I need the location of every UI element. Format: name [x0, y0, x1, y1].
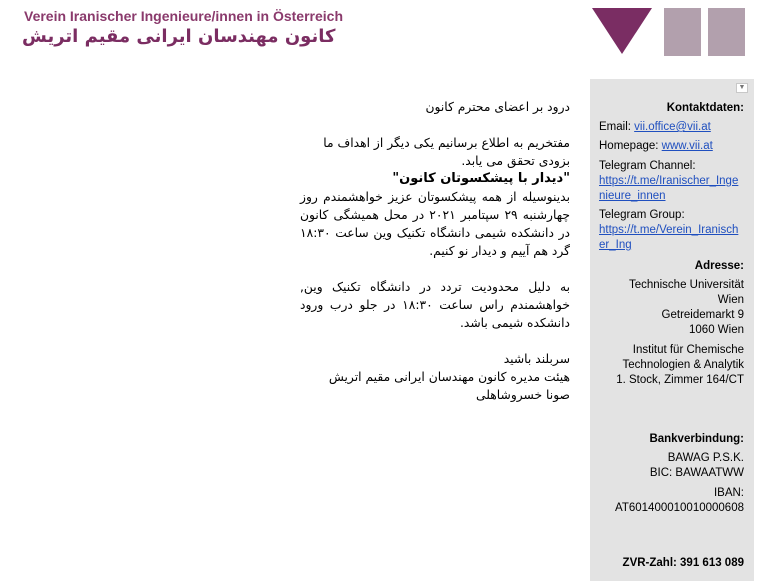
bank-name: BAWAG P.S.K. [667, 452, 744, 464]
address-heading: Adresse: [694, 260, 744, 272]
iban-label: IBAN: [713, 487, 744, 499]
email-row [599, 120, 744, 135]
contact-sidebar [590, 79, 754, 581]
address-line: Getreidemarkt 9 [661, 309, 744, 321]
institute-line: 1. Stock, Zimmer 164/CT [616, 374, 744, 386]
homepage-label: Homepage: [599, 140, 659, 152]
email-label: Email: [599, 121, 631, 133]
event-title: "دیدار با پیشکسوتان کانون" [392, 171, 570, 186]
letter-body [300, 98, 570, 404]
homepage-row [599, 139, 744, 154]
letter-paragraph-invitation: بدینوسیله از همه پیشکسوتان عزیز خواهشمندم روز چهارشنبه ۲۹ سپتامبر ۲۰۲۱ در محل همیشگی کانون در دانشکده شیمی دانشگاه تکنیک وین ساعت ۱۸:۳۰ گرد هم آییم و دیدار نو کنیم. [300, 190, 571, 258]
contact-heading: Kontaktdaten: [666, 102, 744, 114]
bank-bic: BIC: BAWAATWW [649, 467, 744, 479]
telegram-channel-label: Telegram Channel: [599, 160, 696, 172]
bank-heading: Bankverbindung: [649, 433, 744, 445]
org-name-persian: کانون مهندسان ایرانی مقیم اتریش [22, 26, 336, 47]
address-line: 1060 Wien [689, 324, 744, 336]
address-line: Technische Universität [628, 279, 744, 291]
letter-closing: سربلند باشید [503, 352, 570, 366]
institute-line: Technologien & Analytik [622, 359, 744, 371]
institute-line: Institut für Chemische [632, 344, 744, 356]
org-name-german: Verein Iranischer Ingenieure/innen in Österreich [24, 8, 343, 24]
logo [592, 8, 752, 62]
telegram-group-label: Telegram Group: [599, 209, 685, 221]
letter-paragraph-access: به دلیل محدودیت تردد در دانشگاه تکنیک وین, خواهشمندم راس ساعت ۱۸:۳۰ در جلو درب ورود دانشکده شیمی باشد. [300, 280, 570, 330]
homepage-link[interactable]: www.vii.at [661, 140, 713, 152]
telegram-channel-link[interactable]: https://t.me/Iranischer_Ingenieure_innen [599, 175, 739, 202]
letter-intro: مفتخریم به اطلاع برسانیم یکی دیگر از اهداف ما بزودی تحقق می یابد. [323, 136, 570, 168]
chevron-down-icon[interactable]: ▼ [736, 83, 748, 93]
telegram-group-link[interactable]: https://t.me/Verein_Iranischer_Ing [599, 224, 739, 251]
address-line: Wien [717, 294, 744, 306]
logo-triangle-shape [592, 8, 652, 54]
logo-square-shape [664, 8, 701, 56]
email-link[interactable]: vii.office@vii.at [634, 121, 711, 133]
logo-square-shape [708, 8, 745, 56]
zvr-number: ZVR-Zahl: 391 613 089 [622, 557, 744, 569]
signature-board: هیئت مدیره کانون مهندسان ایرانی مقیم اتریش [328, 370, 570, 384]
signature-name: صونا خسروشاهلی [475, 388, 570, 402]
iban-value: AT601400010010000608 [615, 502, 744, 514]
letter-greeting: درود بر اعضای محترم کانون [425, 100, 570, 114]
